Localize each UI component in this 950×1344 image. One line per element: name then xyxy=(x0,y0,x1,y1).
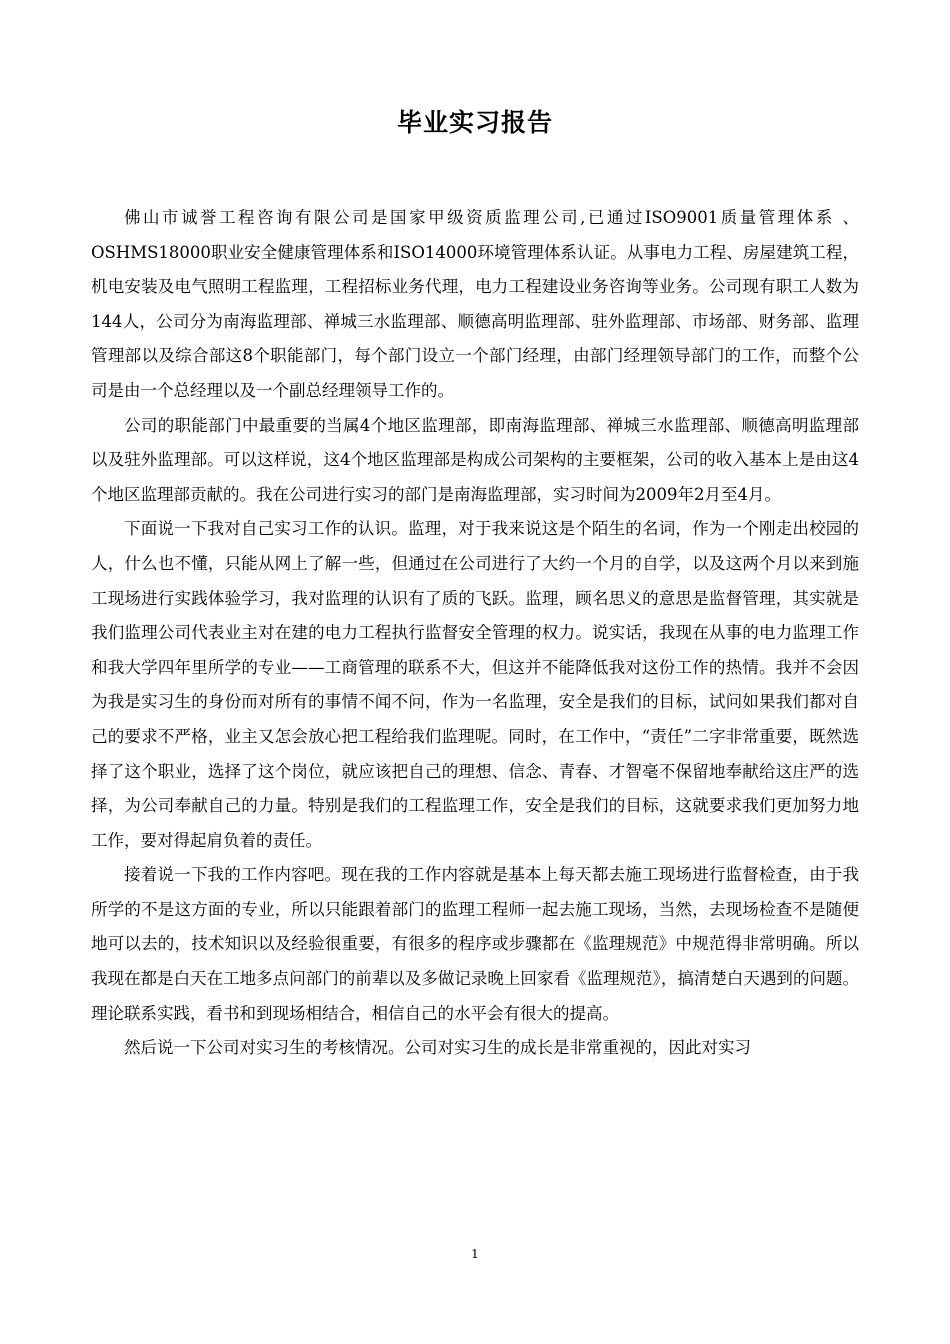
paragraph-assessment: 然后说一下公司对实习生的考核情况。公司对实习生的成长是非常重视的，因此对实习 xyxy=(124,1038,751,1058)
page-number: 1 xyxy=(471,1247,479,1261)
paragraph-understanding: 下面说一下我对自己实习工作的认识。监理，对于我来说这是个陌生的名词，作为一个刚走出校园的人，什么也不懂，只能从网上了解一些，但通过在公司进行了大约一个月的自学，以及这两个月以来到施工现场进行实践体验学习，我对监理的认识有了质的飞跃。监理，顾名思义的意思是监督管理，其实就是我们监理公司代表业主对在建的电力工程执行监督安全管理的权力。说实话，我现在从事的电力监理工作和我大学四年里所学的专业——工商管理的联系不大，但这并不能降低我对这份工作的热情。我并不会因为我是实习生的身份而对所有的事情不闻不问，作为一名监理，安全是我们的目标，试问如果我们都对自己的要求不严格，业主又怎会放心把工程给我们监理呢。同时，在工作中，“责任”二字非常重要，既然选择了这个职业，选择了这个岗位，就应该把自己的理想、信念、青春、才智毫不保留地奉献给这庄严的选择，为公司奉献自己的力量。特别是我们的工程监理工作，安全是我们的目标，这就要求我们更加努力地工作，要对得起肩负着的责任。 xyxy=(91,519,859,850)
document-title: 毕业实习报告 xyxy=(396,108,553,137)
paragraph-departments: 公司的职能部门中最重要的当属4个地区监理部，即南海监理部、禅城三水监理部、顺德高明监理部以及驻外监理部。可以这样说，这4个地区监理部是构成公司架构的主要框架，公司的收入基本上是由这4个地区监理部贡献的。我在公司进行实习的部门是南海监理部，实习时间为2009年2月至4月。 xyxy=(91,415,859,504)
document-body xyxy=(91,201,859,1066)
paragraph-company-intro: 佛山市诚誉工程咨询有限公司是国家甲级资质监理公司,已通过ISO9001质量管理体系 、OSHMS18000职业安全健康管理体系和ISO14000环境管理体系认证。从事电力工程、房屋建筑工程，机电安装及电气照明工程监理，工程招标业务代理，电力工程建设业务咨询等业务。公司现有职工人数为144人，公司分为南海监理部、禅城三水监理部、顺德高明监理部、驻外监理部、市场部、财务部、监理管理部以及综合部这8个职能部门，每个部门设立一个部门经理，由部门经理领导部门的工作，而整个公司是由一个总经理以及一个副总经理领导工作的。 xyxy=(91,208,859,400)
paragraph-work-content: 接着说一下我的工作内容吧。现在我的工作内容就是基本上每天都去施工现场进行监督检查，由于我所学的不是这方面的专业，所以只能跟着部门的监理工程师一起去施工现场，当然，去现场检查不是随便地可以去的，技术知识以及经验很重要，有很多的程序或步骤都在《监理规范》中规范得非常明确。所以我现在都是白天在工地多点问部门的前辈以及多做记录晚上回家看《监理规范》，搞清楚白天遇到的问题。理论联系实践，看书和到现场相结合，相信自己的水平会有很大的提高。 xyxy=(91,865,859,1023)
